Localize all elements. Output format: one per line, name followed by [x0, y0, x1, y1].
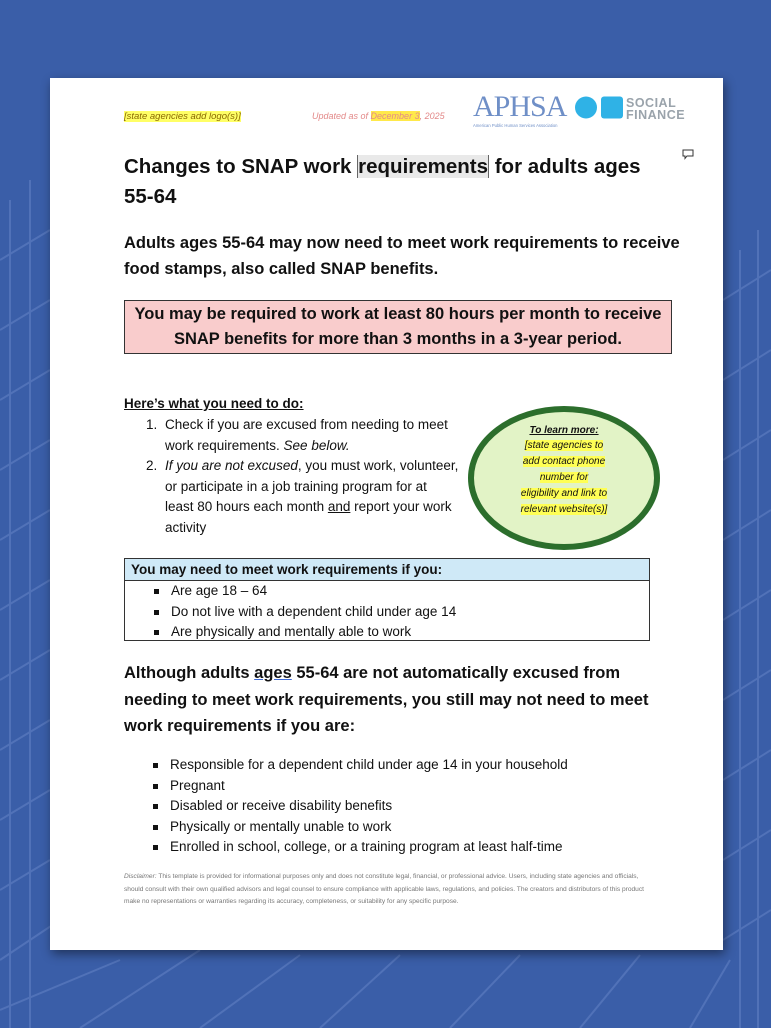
todo-list: [124, 415, 459, 538]
excused-heading: [124, 660, 664, 740]
title-part2: for adults ages 55-64: [124, 155, 641, 208]
todo-heading: Here’s what you need to do:: [124, 396, 304, 411]
title-part1: Changes to SNAP work: [124, 155, 358, 178]
disclaimer-label: Disclaimer:: [124, 873, 157, 880]
todo-item: [124, 415, 459, 456]
updated-date: [312, 111, 445, 121]
requirements-list: [125, 581, 649, 643]
title-selected-word[interactable]: requirements: [358, 155, 489, 178]
bullet-icon: [153, 784, 158, 789]
list-item: [124, 755, 664, 776]
todo-item-see-below: See below.: [283, 437, 350, 453]
list-item-text: Enrolled in school, college, or a training program at least half-time: [170, 839, 563, 854]
requirements-box: [124, 558, 650, 641]
todo-item-text: , you must work, volunteer, or participate in a job training program for at least 80 hours each month: [165, 458, 459, 514]
todo-item-number: 2.: [146, 458, 158, 473]
list-item-text: Are physically and mentally able to work: [171, 624, 412, 639]
todo-item-text: Check if you are excused from needing to meet work requirements.: [165, 417, 448, 453]
social-finance-line2: FINANCE: [626, 108, 686, 122]
excused-heading-ages: ages: [254, 664, 292, 682]
updated-year: , 2025: [419, 111, 445, 121]
social-finance-logo-mark: [574, 95, 626, 121]
social-finance-logo-text: [626, 97, 685, 121]
comment-icon[interactable]: [682, 149, 694, 163]
list-item-text: Physically or mentally unable to work: [170, 818, 392, 834]
bullet-icon: [153, 845, 158, 850]
list-item: [125, 622, 649, 643]
bullet-icon: [153, 763, 158, 768]
learn-more-line: eligibility and link to: [520, 488, 608, 499]
updated-date-highlight: December 3: [370, 111, 420, 121]
excused-heading-part2: 55-64 are not automatically excused from needing to meet work requirements, you still may not need to meet work requirements if you are:: [124, 664, 649, 735]
bullet-icon: [153, 804, 158, 809]
list-item-text: Pregnant: [170, 777, 225, 793]
bullet-icon: [153, 825, 158, 830]
updated-prefix: Updated as of: [312, 111, 371, 121]
page-subtitle: Adults ages 55-64 may now need to meet work requirements to receive food stamps, also called SNAP benefits.: [124, 234, 680, 278]
todo-item: [124, 456, 459, 538]
list-item: [124, 796, 664, 817]
document-page: [50, 78, 723, 950]
excused-heading-part1: Although adults: [124, 664, 255, 682]
list-item: [125, 581, 649, 602]
aphsa-logo: [473, 92, 566, 128]
bullet-icon: [154, 630, 159, 635]
list-item-text: Are age 18 – 64: [171, 583, 268, 598]
excused-list: [124, 755, 664, 858]
learn-more-line: [state agencies to: [524, 440, 604, 451]
list-item-text: Disabled or receive disability benefits: [170, 798, 393, 813]
todo-item-text-end: report your work activity: [165, 499, 452, 535]
logo-placeholder: [state agencies add logo(s)]: [124, 111, 241, 122]
bullet-icon: [154, 589, 159, 594]
todo-item-and: and: [327, 499, 351, 514]
aphsa-logo-letters: APHSA: [473, 90, 567, 123]
requirements-heading: You may need to meet work requirements if you:: [125, 559, 649, 581]
todo-item-number: 1.: [146, 417, 158, 432]
list-item-text: Responsible for a dependent child under age 14 in your household: [170, 757, 568, 772]
todo-item-italic: If you are not excused: [165, 458, 298, 473]
social-finance-line1: SOCIAL: [626, 96, 677, 110]
learn-more-line: add contact phone: [522, 456, 606, 467]
learn-more-circle: [468, 406, 660, 550]
learn-more-heading: To learn more:: [529, 425, 599, 436]
aphsa-logo-subtitle: American Public Human Services Association: [473, 123, 558, 128]
disclaimer: [124, 871, 652, 909]
disclaimer-text: This template is provided for informational purposes only and does not constitute legal, financial, or professional advice. Users, including state agencies and officials, should consult with their own qualified advisors and legal counsel to ensure compliance with applicable laws, regulations, and policies. The creators and distributors of this product make no representations or warranties regarding its accuracy, completeness, or suitability for any specific purpose.: [124, 873, 644, 905]
list-item: [124, 776, 664, 797]
list-item: [125, 602, 649, 623]
callout-box: You may be required to work at least 80 hours per month to receive SNAP benefits for more than 3 months in a 3-year period.: [124, 300, 672, 354]
list-item: [124, 837, 664, 858]
list-item-text: Do not live with a dependent child under age 14: [171, 603, 457, 619]
bullet-icon: [154, 610, 159, 615]
social-finance-logo: [574, 95, 686, 126]
list-item: [124, 817, 664, 838]
page-title: [124, 152, 644, 212]
learn-more-line: relevant website(s)]: [520, 504, 608, 515]
learn-more-line: number for: [539, 472, 589, 483]
